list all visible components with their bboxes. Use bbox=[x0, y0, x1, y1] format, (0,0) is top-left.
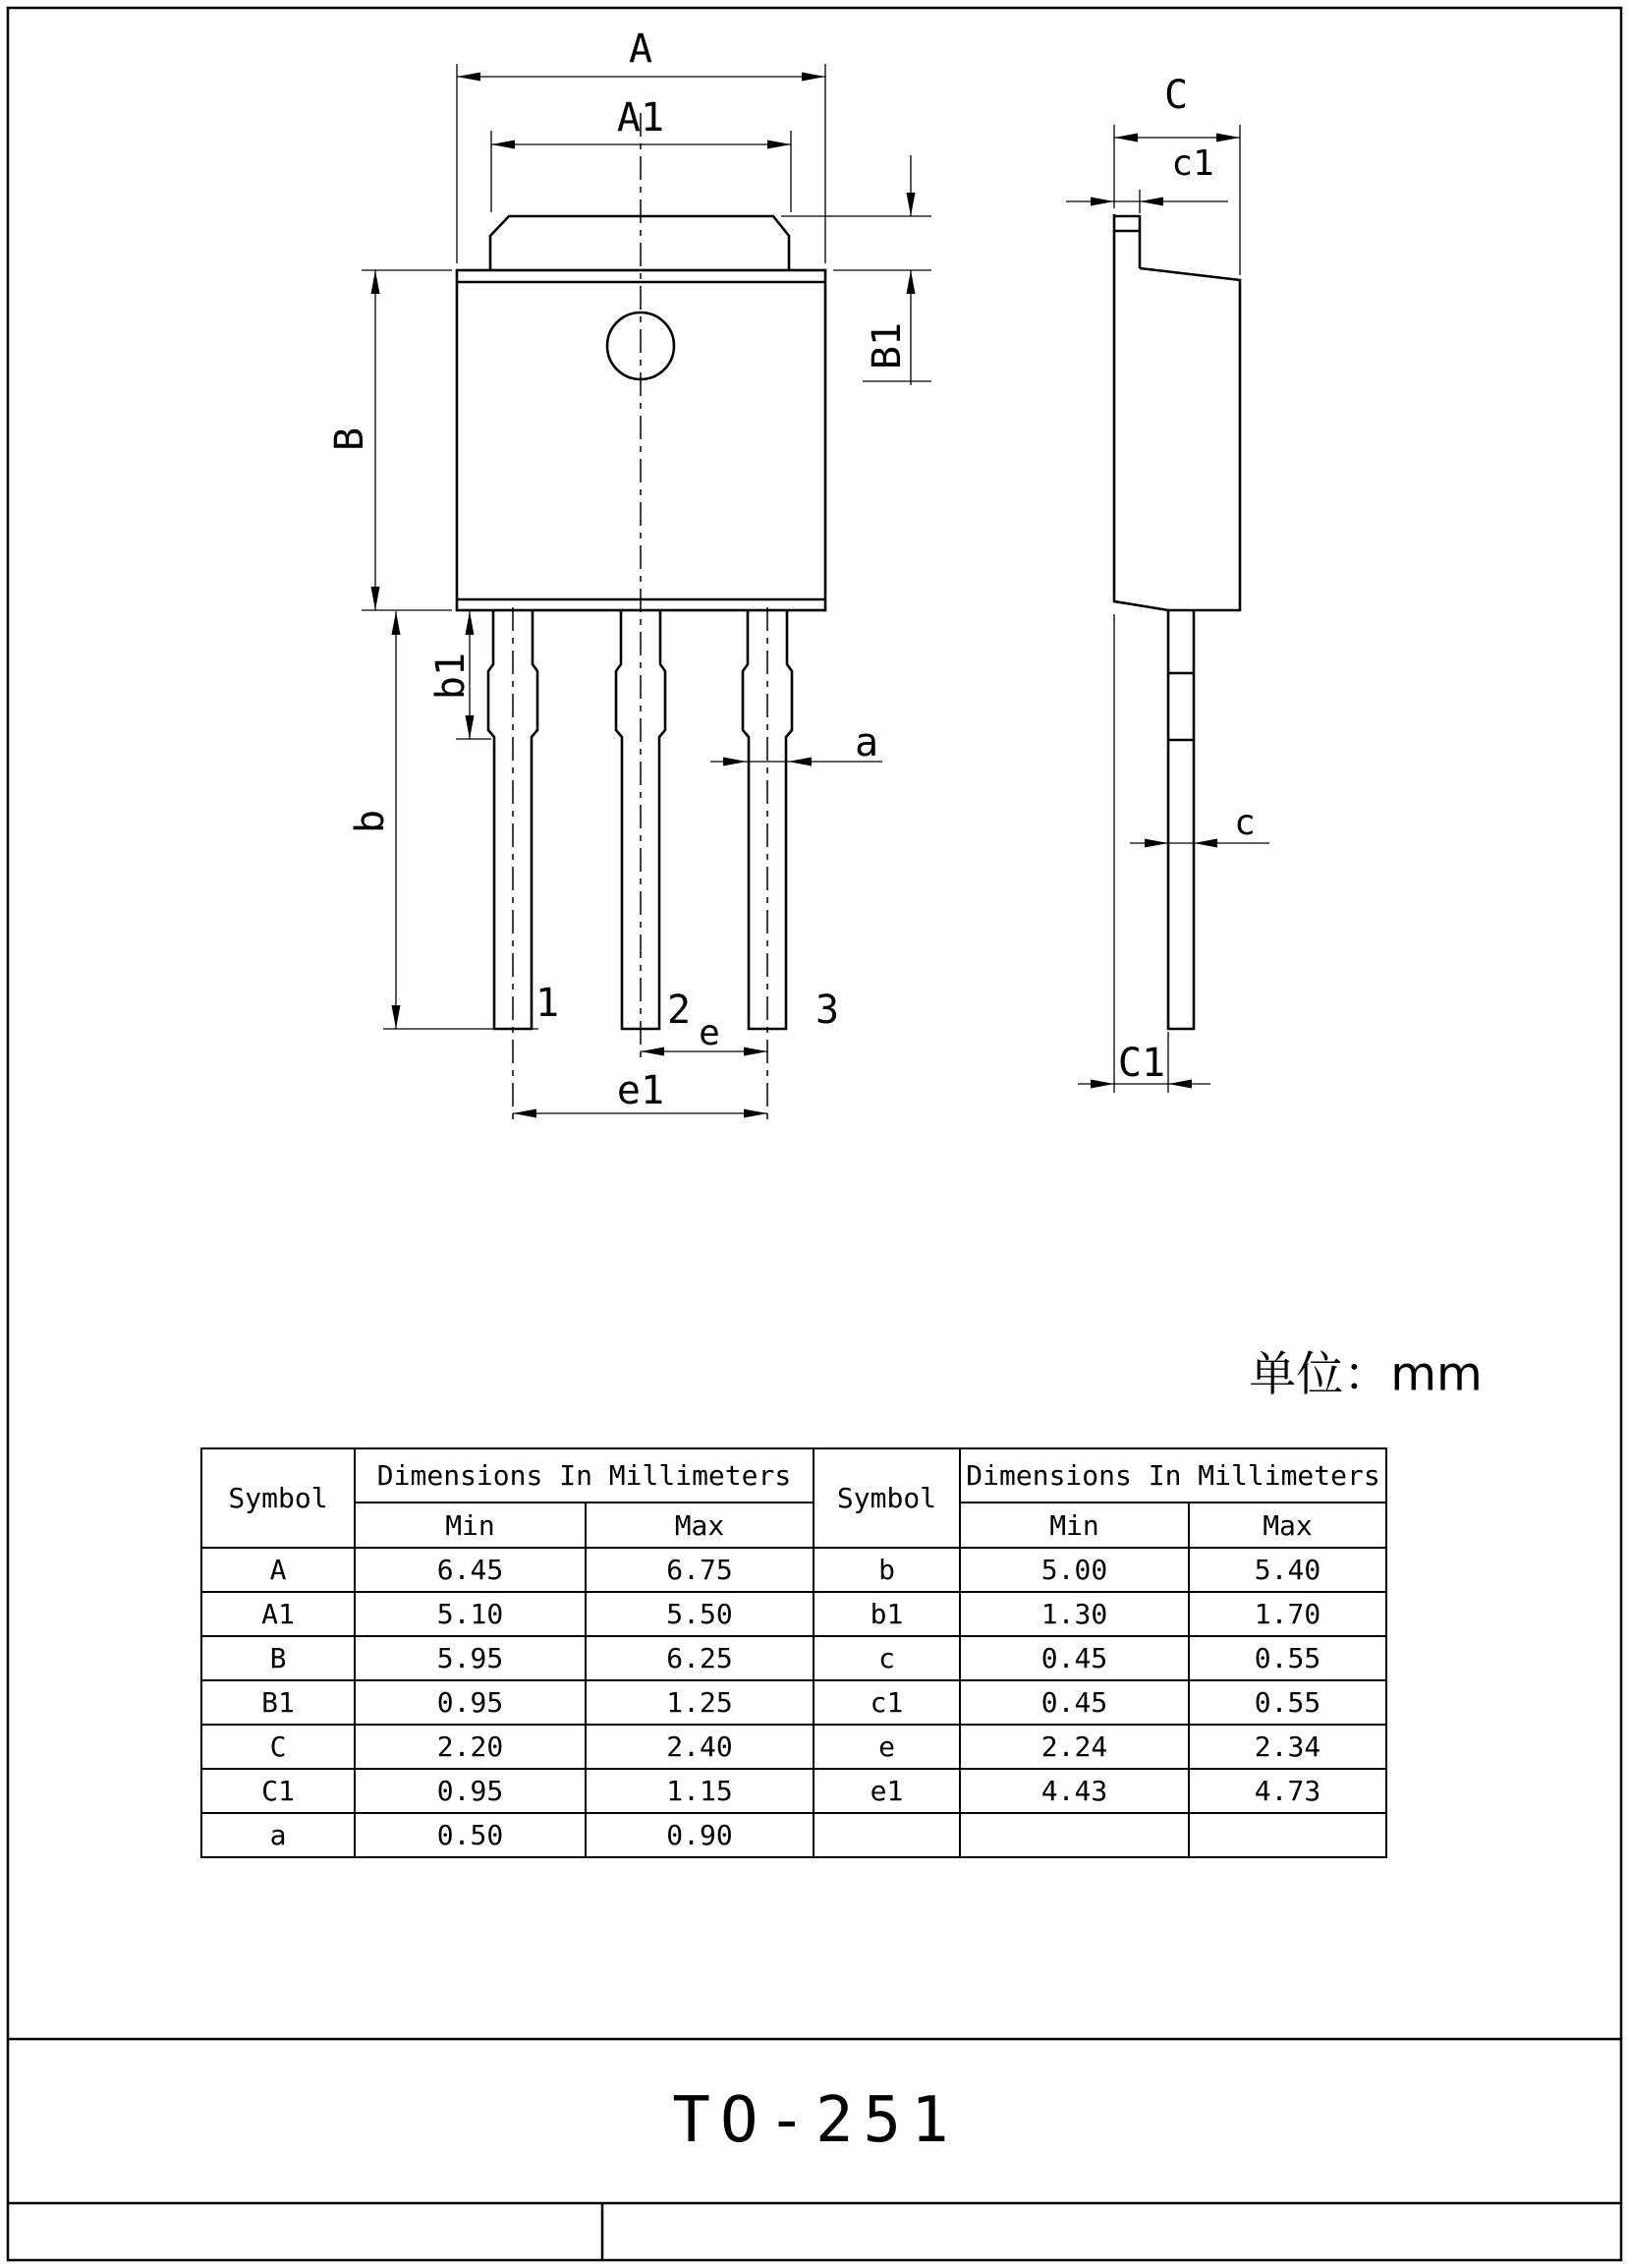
table-cell-max: 6.75 bbox=[586, 1548, 814, 1592]
dim-label-B: B bbox=[327, 426, 372, 452]
pin-number-2: 2 bbox=[666, 988, 692, 1033]
pin-number-1: 1 bbox=[534, 981, 560, 1026]
table-cell-min: 2.24 bbox=[960, 1725, 1189, 1769]
table-cell-min: 0.45 bbox=[960, 1680, 1189, 1725]
dim-label-C1: C1 bbox=[1117, 1041, 1166, 1086]
table-row bbox=[201, 1769, 1386, 1813]
table-cell-symbol: e1 bbox=[814, 1769, 960, 1813]
dim-label-c: c bbox=[1234, 803, 1256, 843]
dim-label-b: b bbox=[348, 809, 393, 834]
table-cell-max: 6.25 bbox=[586, 1636, 814, 1680]
table-cell-max: 0.55 bbox=[1189, 1680, 1386, 1725]
table-cell-max: 5.40 bbox=[1189, 1548, 1386, 1592]
table-cell-min: 4.43 bbox=[960, 1769, 1189, 1813]
table-cell-min: 6.45 bbox=[355, 1548, 586, 1592]
dimension-arrows bbox=[371, 73, 1241, 1118]
table-cell-min: 0.95 bbox=[355, 1769, 586, 1813]
centerlines bbox=[513, 113, 767, 1120]
table-row bbox=[201, 1548, 1386, 1592]
table-header-max-right: Max bbox=[1189, 1503, 1386, 1548]
table-cell-symbol: A1 bbox=[201, 1592, 355, 1636]
pin-number-3: 3 bbox=[814, 988, 840, 1033]
table-cell-max: 2.40 bbox=[586, 1725, 814, 1769]
table-cell-symbol: C1 bbox=[201, 1769, 355, 1813]
dim-label-a: a bbox=[854, 720, 879, 765]
side-view-pin-outline bbox=[1168, 610, 1194, 1029]
table-header-symbol-right: Symbol bbox=[814, 1448, 960, 1548]
table-cell-symbol: a bbox=[201, 1813, 355, 1857]
dim-label-B1: B1 bbox=[865, 321, 910, 370]
table-header-symbol-left: Symbol bbox=[201, 1448, 355, 1548]
table-cell-symbol: b1 bbox=[814, 1592, 960, 1636]
table-row bbox=[201, 1592, 1386, 1636]
dimensions-table bbox=[200, 1447, 1387, 1858]
side-view-body-outline bbox=[1114, 214, 1240, 610]
dim-label-c1: c1 bbox=[1171, 143, 1214, 184]
table-cell-max: 0.90 bbox=[586, 1813, 814, 1857]
table-row bbox=[201, 1725, 1386, 1769]
table-row bbox=[201, 1680, 1386, 1725]
front-view-tab-outline bbox=[490, 216, 789, 270]
table-cell-max: 2.34 bbox=[1189, 1725, 1386, 1769]
table-cell-symbol: A bbox=[201, 1548, 355, 1592]
table-cell-min: 1.30 bbox=[960, 1592, 1189, 1636]
table-row bbox=[201, 1636, 1386, 1680]
unit-note: 单位：mm bbox=[1249, 1346, 1483, 1402]
table-cell-min: 0.95 bbox=[355, 1680, 586, 1725]
table-cell-max: 5.50 bbox=[586, 1592, 814, 1636]
table-cell-min: 0.45 bbox=[960, 1636, 1189, 1680]
dim-label-e1: e1 bbox=[616, 1068, 665, 1113]
table-cell-symbol: c1 bbox=[814, 1680, 960, 1725]
table-cell-max: 0.55 bbox=[1189, 1636, 1386, 1680]
table-cell-symbol: B1 bbox=[201, 1680, 355, 1725]
table-header-min-left: Min bbox=[355, 1503, 586, 1548]
table-cell-symbol: C bbox=[201, 1725, 355, 1769]
table-cell-min bbox=[960, 1813, 1189, 1857]
table-cell-min: 5.10 bbox=[355, 1592, 586, 1636]
table-cell-max: 4.73 bbox=[1189, 1769, 1386, 1813]
table-row bbox=[201, 1813, 1386, 1857]
table-cell-min: 5.95 bbox=[355, 1636, 586, 1680]
table-cell-min: 5.00 bbox=[960, 1548, 1189, 1592]
dim-label-b1: b1 bbox=[428, 652, 474, 701]
table-header-dims-left: Dimensions In Millimeters bbox=[355, 1448, 814, 1503]
table-cell-max: 1.15 bbox=[586, 1769, 814, 1813]
table-header-max-left: Max bbox=[586, 1503, 814, 1548]
table-header-min-right: Min bbox=[960, 1503, 1189, 1548]
dim-label-e: e bbox=[699, 1013, 720, 1053]
table-cell-max: 1.70 bbox=[1189, 1592, 1386, 1636]
sheet-border bbox=[8, 8, 1621, 2260]
package-title: TO-251 bbox=[672, 2084, 959, 2157]
table-cell-max: 1.25 bbox=[586, 1680, 814, 1725]
table-cell-symbol: c bbox=[814, 1636, 960, 1680]
table-cell-min: 2.20 bbox=[355, 1725, 586, 1769]
dim-label-A1: A1 bbox=[616, 95, 665, 141]
dim-label-A: A bbox=[628, 27, 653, 72]
dim-label-C: C bbox=[1163, 73, 1189, 118]
table-cell-symbol: b bbox=[814, 1548, 960, 1592]
table-cell-min: 0.50 bbox=[355, 1813, 586, 1857]
side-view-tab-outline bbox=[1114, 216, 1140, 268]
table-cell-symbol: B bbox=[201, 1636, 355, 1680]
table-cell-max bbox=[1189, 1813, 1386, 1857]
table-header-dims-right: Dimensions In Millimeters bbox=[960, 1448, 1386, 1503]
table-cell-symbol bbox=[814, 1813, 960, 1857]
table-cell-symbol: e bbox=[814, 1725, 960, 1769]
